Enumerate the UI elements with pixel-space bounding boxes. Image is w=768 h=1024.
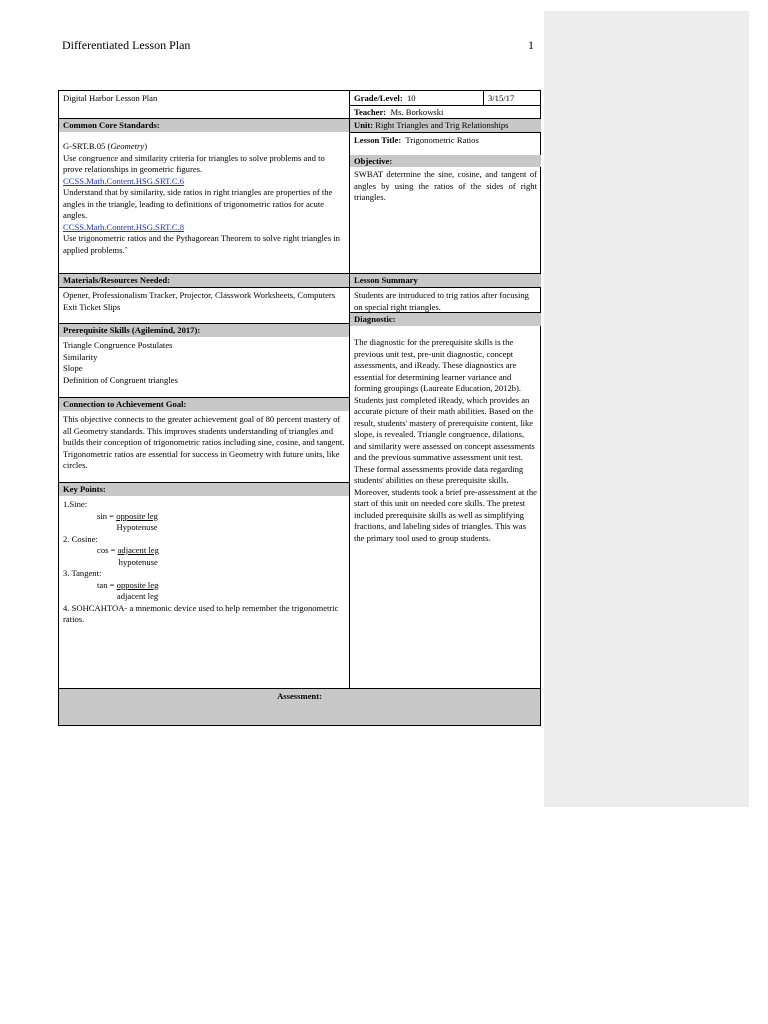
standard-text-1: Use congruence and similarity criteria for triangles to solve problems and to prove relationships in geometric figures. xyxy=(63,152,325,174)
key-point-4: 4. SOHCAHTOA- a mnemonic device used to help remember the trigonometric ratios. xyxy=(63,602,339,624)
unit-label: Unit: xyxy=(354,120,374,130)
row-divider xyxy=(59,688,540,689)
lesson-title-value: Trigonometric Ratios xyxy=(405,135,479,145)
document-header-title: Differentiated Lesson Plan xyxy=(62,38,191,52)
diagnostic-text: The diagnostic for the prerequisite skills is the previous unit test, pre-unit diagnostic, concept assessments, and iReady. These diagnostics are essential for determining learner variance and forming groupings (Laureate Education, 2012b). Students just completed iReady, which provides an accurate picture of their math abilities. Based on the result, students' mastery of prerequisite content, like slope, is revealed. Triangle congruence, dilations, and similarity were assessed on concept assessments and the previous summative assessment unit test. These formal assessments provide data regarding students' abilities on these prerequisite skills. Moreover, students took a brief pre-assessment at the start of this unit on needed core skills. The pretest included prerequisite skills as well as simplifying fractions, and labeling sides of triangles. This was the primary tool used to group students. xyxy=(354,337,537,543)
standards-heading: Common Core Standards: xyxy=(59,119,349,132)
prerequisite-item: Triangle Congruence Postulates xyxy=(63,340,173,350)
key-points-content xyxy=(59,497,349,687)
row-divider xyxy=(59,273,540,274)
teacher-value: Ms. Borkowski xyxy=(390,107,444,117)
standard-link-2[interactable]: CCSS.Math.Content.HSG.SRT.C.8 xyxy=(63,221,185,232)
standard-link-1[interactable]: CCSS.Math.Content.HSG.SRT.C.6 xyxy=(63,175,185,186)
tangent-label: 3. Tangent: xyxy=(63,568,102,578)
row-divider xyxy=(59,482,349,483)
date-divider xyxy=(483,91,484,105)
tangent-numerator: opposite leg xyxy=(116,579,159,590)
lesson-title-cell xyxy=(350,133,541,155)
tangent-formula: tan = $\frac{\text{opposite leg}}{\text{adjacent leg}}$ xyxy=(97,579,159,601)
unit-value: Right Triangles and Trig Relationships xyxy=(375,120,509,130)
prerequisite-item: Slope xyxy=(63,363,83,373)
page-number: 1 xyxy=(528,38,534,52)
teacher-label: Teacher: xyxy=(354,107,387,117)
date-cell xyxy=(484,91,541,105)
grade-value: 10 xyxy=(406,93,416,103)
row-divider xyxy=(349,312,541,313)
prerequisite-item: Definition of Congruent triangles xyxy=(63,374,178,385)
objective-heading: Objective: xyxy=(350,155,541,167)
row-divider xyxy=(349,132,541,133)
row-divider xyxy=(59,287,540,288)
prerequisite-heading: Prerequisite Skills (Agilemind, 2017): xyxy=(59,324,349,337)
cosine-formula: cos = $\frac{\text{adjacent leg}}{\text{hypotenuse}}$ xyxy=(97,545,159,567)
sine-numerator: opposite leg xyxy=(116,510,158,521)
standards-content xyxy=(59,139,349,273)
comment-pane xyxy=(544,11,749,807)
row-divider xyxy=(59,323,349,324)
column-divider xyxy=(349,91,350,689)
prerequisite-item: Similarity xyxy=(63,351,98,362)
diagnostic-heading: Diagnostic: xyxy=(350,313,541,326)
sine-formula: sin = $\frac{\text{opposite leg}}{\text{Hypotenuse}}$ xyxy=(97,510,158,532)
lesson-title-label: Lesson Title: xyxy=(354,135,402,145)
summary-text: Students are introduced to trig ratios after focusing on special right triangles. xyxy=(354,290,529,312)
row-divider xyxy=(59,118,540,119)
standard-text-3: Use trigonometric ratios and the Pythagorean Theorem to solve right triangles in applied problems.ˆ xyxy=(63,233,340,255)
assessment-heading: Assessment: xyxy=(59,689,540,725)
summary-heading: Lesson Summary xyxy=(350,274,541,287)
tangent-denominator: adjacent leg xyxy=(116,591,159,601)
key-points-heading: Key Points: xyxy=(59,483,349,496)
connection-text: This objective connects to the greater achievement goal of 80 percent mastery of all Geometry standards. This improves students understanding of triangles and builds their conception of trigonometric ratios including sine, cosine, and tangent. Trigonometric ratios are essential for success in Geometry with future units, like circles. xyxy=(63,414,345,470)
materials-text: Opener, Professionalism Tracker, Projector, Classwork Worksheets, Computers Exit Ticket Slips xyxy=(63,290,336,312)
unit-band xyxy=(350,119,541,132)
plan-name: Digital Harbor Lesson Plan xyxy=(63,93,158,103)
teacher-cell xyxy=(350,105,483,119)
lesson-date: 3/15/17 xyxy=(488,93,515,103)
prerequisite-list xyxy=(59,338,349,396)
sine-label: 1.Sine: xyxy=(63,499,88,509)
sine-denominator: Hypotenuse xyxy=(116,522,158,532)
plan-name-cell xyxy=(59,91,349,119)
objective-text: SWBAT determine the sine, cosine, and tangent of angles by using the ratios of the sides of right triangles. xyxy=(354,169,537,202)
grade-cell xyxy=(350,91,483,105)
connection-heading: Connection to Achievement Goal: xyxy=(59,398,349,411)
lesson-plan-table xyxy=(58,90,541,726)
standard-code: G-SRT.B.05 (Geometry) xyxy=(63,141,148,151)
cosine-numerator: adjacent leg xyxy=(117,545,159,555)
cosine-label: 2. Cosine: xyxy=(63,533,98,544)
grade-label: Grade/Level: xyxy=(354,93,403,103)
standard-text-2: Understand that by similarity, side ratios in right triangles are properties of the angles in the triangle, leading to definitions of trigonometric ratios for acute angles. xyxy=(63,187,333,220)
cosine-denominator: hypotenuse xyxy=(118,556,158,567)
materials-heading: Materials/Resources Needed: xyxy=(59,274,349,287)
row-divider xyxy=(59,397,349,398)
grade-row-divider xyxy=(349,105,541,106)
